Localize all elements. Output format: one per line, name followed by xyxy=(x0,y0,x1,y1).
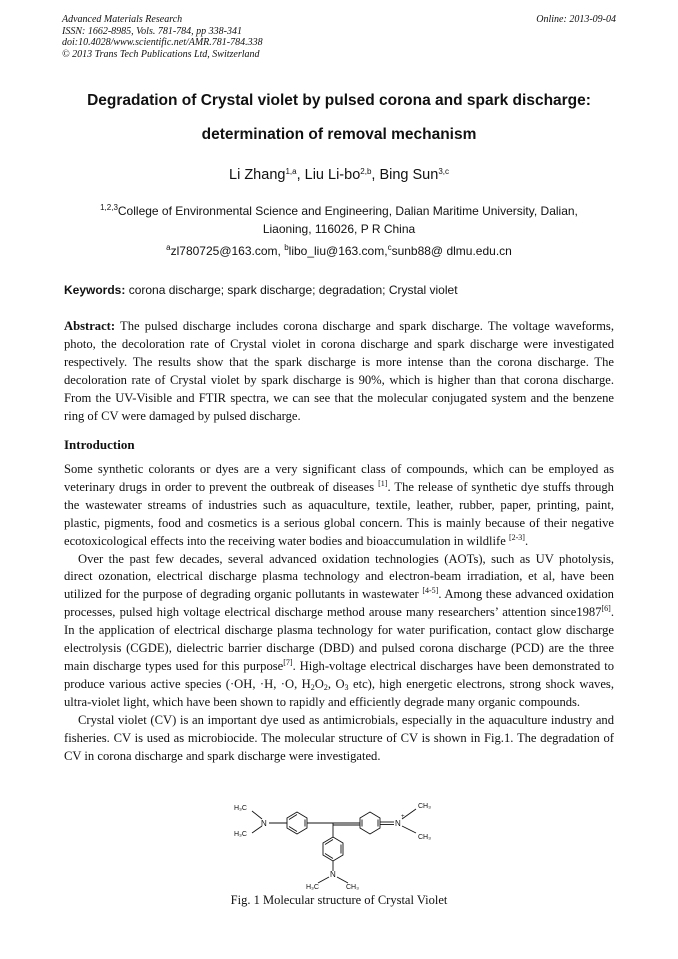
affiliation-text: College of Environmental Science and Engineering, Dalian Maritime University, Dalian, Liaoning, 116026, P R China xyxy=(117,204,578,236)
label-ch3-top: CH₃ xyxy=(418,803,431,810)
issn-line: ISSN: 1662-8985, Vols. 781-784, pp 338-341 xyxy=(62,25,242,37)
label-n-bottom: N xyxy=(330,870,336,879)
email-2: libo_liu@163.com, xyxy=(288,244,388,258)
email-3: sunb88@ dlmu.edu.cn xyxy=(391,244,512,258)
introduction-body xyxy=(64,461,614,765)
author-list xyxy=(0,167,678,183)
intro-paragraph-2 xyxy=(64,551,614,712)
email-3-marker: c xyxy=(387,243,392,252)
label-n-right: N xyxy=(395,819,401,828)
text-run: etc), high energetic electrons, strong shock waves, ultra-violet light, which have been shown to rapidly and efficiently degrade many organic compounds. xyxy=(64,676,614,709)
subscript: 2 xyxy=(310,682,315,692)
citation-ref: [2-3] xyxy=(508,532,525,542)
label-h3c-bottom: H₃C xyxy=(306,884,319,891)
text-run: Some synthetic colorants or dyes are a very significant class of compounds, which can be employed as veterinary drugs in order to prevent the outbreak of diseases xyxy=(64,462,614,494)
keywords-label: Keywords: xyxy=(64,283,126,297)
subscript: 2 xyxy=(323,682,328,692)
doi-line: doi:10.4028/www.scientific.net/AMR.781-784.338 xyxy=(62,37,263,48)
email-list xyxy=(0,244,678,258)
keywords-text: corona discharge; spark discharge; degradation; Crystal violet xyxy=(125,283,458,297)
abstract xyxy=(64,318,614,425)
author-1: Li Zhang xyxy=(229,167,286,183)
citation-ref: [6] xyxy=(601,604,611,614)
abstract-label: Abstract: xyxy=(64,319,116,333)
author-2: Liu Li-bo xyxy=(304,167,361,183)
text-run: . Among these advanced oxidation processes, pulsed high voltage electrical discharge method arouse many researchers’ attention since1987 xyxy=(64,587,614,620)
intro-paragraph-1 xyxy=(64,461,614,551)
text-run: . The release of synthetic dye stuffs through the wastewater streams of industries such as aquaculture, textile, leather, rubber, paper, printing, paint, plastic, pigments, food and cosmetics is a serious global concern. This is mainly because of their negative ecotoxicological effects into the receiving water bodies and bioaccumulation in wildlife xyxy=(64,479,614,548)
keywords xyxy=(64,283,616,297)
text-run: , O xyxy=(327,676,345,691)
online-date: Online: 2013-09-04 xyxy=(536,14,616,25)
copyright-line: © 2013 Trans Tech Publications Ltd, Switzerland xyxy=(62,48,260,60)
label-h3c-top: H₃C xyxy=(234,805,247,812)
journal-header xyxy=(62,14,263,60)
author-3: Bing Sun xyxy=(379,167,439,183)
text-run: . xyxy=(524,533,529,548)
text-run: Crystal violet (CV) is an important dye used as antimicrobials, especially in the aquaculture industry and fisheries. CV is used as microbiocide. The molecular structure of CV is shown in Fig.1. The degradation of CV in corona discharge and spark discharge were investigated. xyxy=(64,712,614,763)
paper-title-line-1: Degradation of Crystal violet by pulsed corona and spark discharge: xyxy=(87,92,591,109)
affiliation xyxy=(80,202,598,238)
email-2-marker: b xyxy=(284,243,289,252)
citation-ref: [7] xyxy=(283,657,293,667)
text-run: . In the application of electrical discharge plasma technology for water purification, contact glow discharge electrolysis (CGDE), dielectric barrier discharge (DBD) and pulsed corona discharge (PCD) are the three main discharge types used for this purpose xyxy=(64,605,614,673)
author-separator: , xyxy=(371,167,380,183)
paper-title-line-2: determination of removal mechanism xyxy=(201,126,477,143)
text-run: . High-voltage electrical discharges have been demonstrated to produce various active species (·OH, ·H, ·O, H xyxy=(64,658,614,691)
affiliation-marker: 1,2,3 xyxy=(100,203,118,212)
journal-name: Advanced Materials Research xyxy=(62,14,183,25)
text-run: O xyxy=(314,676,324,691)
figure-caption: Fig. 1 Molecular structure of Crystal Violet xyxy=(230,893,448,907)
intro-paragraph-3 xyxy=(64,712,614,766)
author-1-affil: 1,a xyxy=(285,167,297,176)
label-plus: + xyxy=(401,814,405,820)
label-h3c-mid: H₃C xyxy=(234,831,247,838)
author-3-affil: 3,c xyxy=(438,167,449,176)
author-separator: , xyxy=(296,167,305,183)
section-heading-introduction: Introduction xyxy=(64,437,135,452)
label-n-left: N xyxy=(261,819,267,828)
email-1: zl780725@163.com, xyxy=(170,244,285,258)
abstract-text: The pulsed discharge includes corona discharge and spark discharge. The voltage waveforms, photo, the decoloration rate of Crystal violet in corona discharge and spark discharge were investigated respectively. The results show that the spark discharge is more intense than the corona discharge. The decoloration rate of Crystal violet by spark discharge is 90%, which is higher than that corona discharge. From the UV-Visible and FTIR spectra, we can see that the molecular conjugated system and the benzene ring of CV were damaged by pulsed discharge. xyxy=(64,319,614,423)
crystal-violet-structure xyxy=(222,795,456,891)
label-ch3-bot: CH₃ xyxy=(418,834,431,841)
author-2-affil: 2,b xyxy=(360,167,372,176)
citation-ref: [1] xyxy=(378,478,388,488)
label-ch3-bottom: CH₃ xyxy=(346,884,359,891)
citation-ref: [4-5] xyxy=(422,586,439,596)
subscript: 3 xyxy=(344,682,349,692)
text-run: Over the past few decades, several advanced oxidation technologies (AOTs), such as UV photolysis, direct ozonation, electrical discharge plasma technology and electron-beam irradiation, et al, have been utilized for the purpose of degrading organic pollutants in wastewater xyxy=(64,551,614,602)
email-1-marker: a xyxy=(166,243,171,252)
